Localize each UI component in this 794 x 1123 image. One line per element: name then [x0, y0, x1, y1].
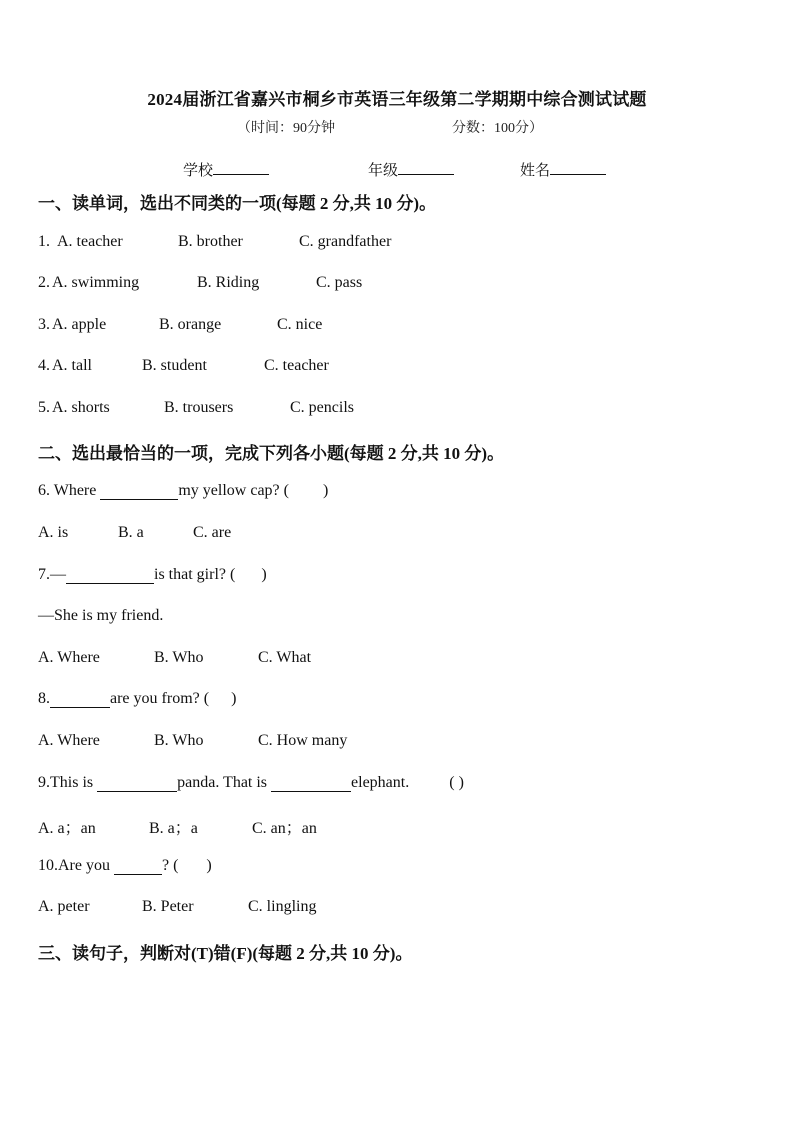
q1-option-b[interactable]: B. brother — [178, 233, 243, 250]
q6-option-a[interactable]: A. is — [38, 524, 69, 541]
q7-option-a[interactable]: A. Where — [38, 649, 100, 666]
q10-options — [38, 898, 758, 920]
total-score: 分数：100分） — [452, 121, 543, 136]
q8-text-start: 8. — [38, 690, 50, 707]
question-1 — [38, 233, 758, 255]
section-2-heading: 二、选出最恰当的一项，完成下列各小题(每题 2 分,共 10 分)。 — [38, 444, 505, 463]
question-2 — [38, 274, 758, 296]
section-3-heading: 三、读句子，判断对(T)错(F)(每题 2 分,共 10 分)。 — [38, 944, 413, 963]
q5-number: 5. — [38, 399, 50, 416]
question-9 — [38, 774, 464, 792]
grade-blank[interactable] — [398, 160, 454, 175]
q8-option-c[interactable]: C. How many — [258, 732, 348, 749]
q10-option-b[interactable]: B. Peter — [142, 898, 194, 915]
q9-answer-blank-1[interactable] — [97, 775, 177, 792]
question-7 — [38, 566, 267, 584]
q7-text-start: 7.— — [38, 566, 66, 583]
grade-field — [368, 159, 454, 180]
q6-paren-close: ) — [322, 482, 329, 499]
q3-option-a[interactable]: A. apple — [52, 316, 107, 333]
q9-text-end: elephant. — [351, 774, 410, 791]
q10-text-start: 10.Are you — [38, 857, 114, 874]
q6-options — [38, 524, 758, 546]
question-8 — [38, 690, 236, 708]
q4-option-c[interactable]: C. teacher — [264, 357, 329, 374]
q10-option-a[interactable]: A. peter — [38, 898, 90, 915]
name-field — [520, 159, 606, 180]
q2-number: 2. — [38, 274, 50, 291]
q8-option-b[interactable]: B. Who — [154, 732, 204, 749]
q9-options — [38, 815, 758, 837]
question-3 — [38, 316, 758, 338]
q8-paren-close: ) — [231, 690, 237, 707]
q7-option-c[interactable]: C. What — [258, 649, 312, 666]
q9-answer-blank-2[interactable] — [271, 775, 351, 792]
q5-option-b[interactable]: B. trousers — [164, 399, 234, 416]
section-1-heading: 一、读单词，选出不同类的一项(每题 2 分,共 10 分)。 — [38, 194, 437, 213]
q10-option-c[interactable]: C. lingling — [248, 898, 317, 915]
q10-paren-close: ) — [206, 857, 212, 874]
q7-answer-blank[interactable] — [66, 567, 154, 584]
q5-option-c[interactable]: C. pencils — [290, 399, 354, 416]
q9-option-c[interactable]: C. an；an — [252, 820, 317, 837]
q5-option-a[interactable]: A. shorts — [52, 399, 110, 416]
question-4 — [38, 357, 758, 379]
q3-number: 3. — [38, 316, 50, 333]
q7-text-end: is that girl? ( — [154, 566, 236, 583]
q8-answer-blank[interactable] — [50, 691, 110, 708]
q6-answer-blank[interactable] — [100, 483, 178, 500]
q6-text-end: my yellow cap? ( — [178, 482, 289, 499]
q9-option-b[interactable]: B. a；a — [149, 820, 198, 837]
q8-text-end: are you from? ( — [110, 690, 210, 707]
time-limit: （时间：90分钟 — [237, 121, 335, 136]
q4-number: 4. — [38, 357, 50, 374]
q7-paren-close: ) — [261, 566, 267, 583]
school-label: 学校 — [183, 163, 214, 179]
q9-answer-paren[interactable]: ( ) — [449, 774, 464, 791]
name-blank[interactable] — [550, 160, 606, 175]
exam-title: 2024届浙江省嘉兴市桐乡市英语三年级第二学期期中综合测试试题 — [147, 90, 647, 109]
q7-reply: —She is my friend. — [38, 607, 164, 624]
school-field — [183, 159, 269, 180]
q2-option-a[interactable]: A. swimming — [52, 274, 140, 291]
q6-option-c[interactable]: C. are — [193, 524, 232, 541]
grade-label: 年级 — [368, 163, 399, 179]
q1-option-c[interactable]: C. grandfather — [299, 233, 392, 250]
q10-text-end: ? ( — [161, 857, 179, 874]
q7-option-b[interactable]: B. Who — [154, 649, 204, 666]
q6-text-start: 6. Where — [38, 482, 101, 499]
q4-option-b[interactable]: B. student — [142, 357, 207, 374]
q3-option-b[interactable]: B. orange — [159, 316, 222, 333]
school-blank[interactable] — [213, 160, 269, 175]
q2-option-b[interactable]: B. Riding — [197, 274, 260, 291]
q6-option-b[interactable]: B. a — [118, 524, 144, 541]
q7-options — [38, 649, 758, 671]
q8-option-a[interactable]: A. Where — [38, 732, 100, 749]
q9-option-a[interactable]: A. a；an — [38, 820, 96, 837]
name-label: 姓名 — [520, 163, 551, 179]
question-10 — [38, 857, 212, 875]
q9-text-start: 9.This is — [38, 774, 98, 791]
q10-answer-blank[interactable] — [114, 858, 162, 875]
q2-option-c[interactable]: C. pass — [316, 274, 363, 291]
q4-option-a[interactable]: A. tall — [52, 357, 92, 374]
q8-options — [38, 732, 758, 754]
q1-number: 1. — [38, 233, 50, 250]
question-6 — [38, 482, 328, 500]
q9-text-mid: panda. That is — [177, 774, 272, 791]
question-5 — [38, 399, 758, 421]
q1-option-a[interactable]: A. teacher — [57, 233, 123, 250]
q3-option-c[interactable]: C. nice — [277, 316, 323, 333]
